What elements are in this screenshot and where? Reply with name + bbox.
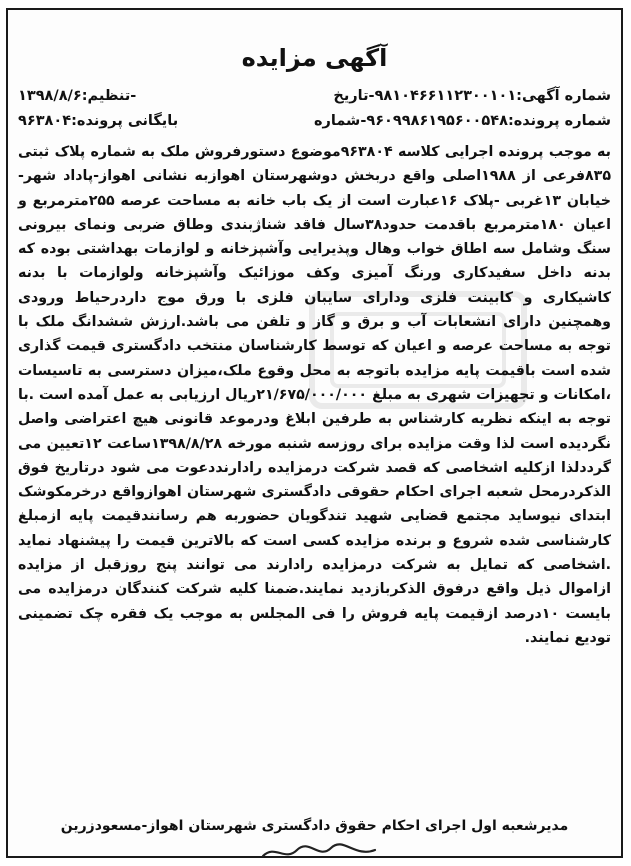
signature-line: مدیرشعبه اول اجرای احکام حقوق دادگستری شهرستان اهواز-مسعودزرین: [60, 818, 569, 834]
notice-title: آگهی مزایده: [241, 44, 388, 72]
notice-number-date: شماره آگهی:۹۸۱۰۴۶۶۱۱۲۳۰۰۱۰۱-تاریخ: [333, 88, 611, 104]
case-number: شماره پرونده:۹۶۰۹۹۸۶۱۹۵۶۰۰۵۴۸-شماره: [313, 113, 611, 129]
notice-document: [6, 8, 623, 858]
notice-issue-date: -تنظیم:۱۳۹۸/۸/۶: [18, 88, 137, 104]
notice-meta-row-number-date: [18, 88, 611, 104]
archive-number: بایگانی پرونده:۹۶۳۸۰۴: [18, 113, 179, 129]
notice-body: [18, 140, 611, 650]
notice-meta-row-case: [18, 113, 611, 129]
notice-body-paragraph: به موجب پرونده اجرایی کلاسه ۹۶۳۸۰۴موضوع دستورفروش ملک به شماره پلاک ثبتی ۸۳۵فرعی از ۱۹۸۸اصلی واقع دربخش دوشهرستان اهوازبه نشانی اهواز-پاداد شهر-خیابان ۱۳غربی -پلاک ۱۶عبارت است از یک باب خانه به مساحت عرصه ۲۵۵مترمربع و اعیان ۱۸۰مترمربع باقدمت حدود۳۸سال فاقد شناژبندی وطاق ضربی ونمای بیرونی سنگ وشامل سه اطاق خواب وهال وپذیرایی وآشپزخانه و لوازمات بهداشتی بوده که بدنه داخل سفیدکاری ورنگ آمیزی وکف موزائیک وآشپزخانه ولوازمات با بدنه کاشیکاری و کابینت فلزی ودارای سایبان فلزی با ورق موج داردرحیاط ورودی وهمچنین دارای انشعابات آب و برق و گاز و تلفن می باشد.ارزش ششدانگ ملک با توجه به مساحت عرصه و اعیان که توسط کارشناسان منتخب دادگستری قیمت گذاری شده است باقیمت پایه مزایده باتوجه به محل وقوع ملک،میزان دسترسی به تاسیسات ،امکانات و تجهیزات شهری به مبلغ ۲۱/۶۷۵/۰۰۰/۰۰۰ریال ارزیابی به عمل آمده است .با توجه به اینکه نظریه کارشناس به طرفین ابلاغ ودرموعد قانونی هیچ اعتراضی واصل نگردیده است لذا وقت مزایده برای روزسه شنبه مورخه ۱۳۹۸/۸/۲۸ساعت ۱۲تعیین می گرددلذا ازکلیه اشخاصی که قصد شرکت درمزایده رادارنددعوت می شود درتاریخ فوق الذکردرمحل شعبه اجرای احکام حقوقی دادگستری شهرستان اهوازواقع درخرمکوشک ابتدای نیوساید مجتمع قضایی شهید تندگویان حضوربه هم رسانندقیمت پایه ازمبلغ کارشناسی شده شروع و برنده مزایده کسی است که بالاترین قیمت را پیشنهاد نماید .اشخاصی که تمایل به شرکت درمزایده رادارند می توانند پنج روزقبل از مزایده ازاموال ذیل واقع درفوق الذکربازدید نمایند.ضمنا کلیه شرکت کنندگان درمزایده می بایست ۱۰درصد ازقیمت پایه فروش را فی المجلس به موجب یک فقره چک تضمینی تودیع نمایند.: [18, 144, 612, 646]
